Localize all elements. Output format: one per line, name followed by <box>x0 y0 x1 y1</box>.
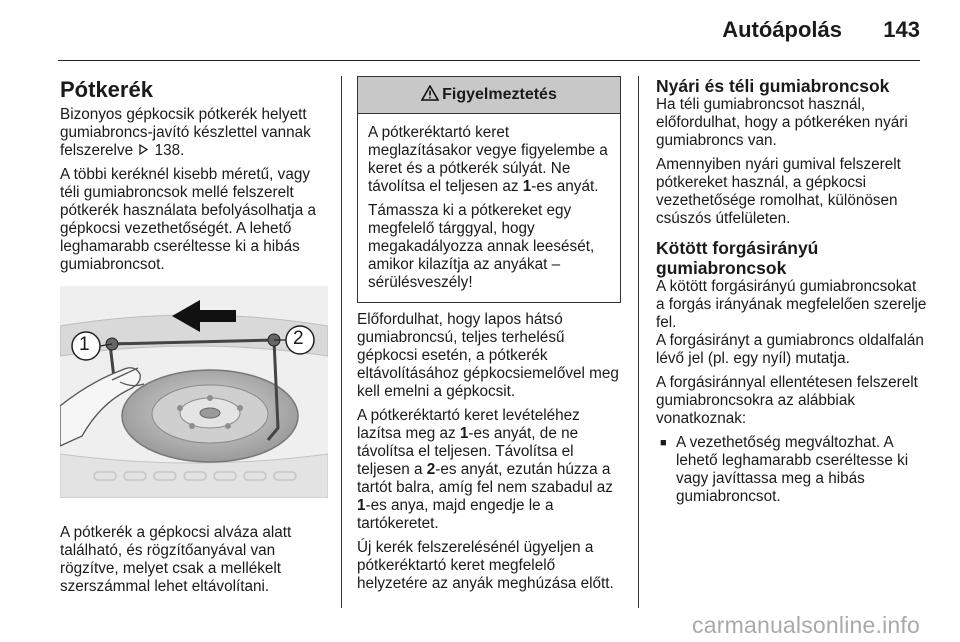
warning-body <box>358 114 620 302</box>
page-header <box>0 0 960 62</box>
paragraph: A többi keréknél kisebb méretű, vagy téli gumiabroncsok mellé felszerelt pótkerék használata befolyásolhatja a gépkocsi vezethetőségét. A lehető leghamarabb cseréltesse ki a hibás gumiabroncsot. <box>60 166 316 273</box>
column-3 <box>656 76 928 506</box>
page-reference-link[interactable]: 138. <box>154 142 185 159</box>
triangle-right-icon <box>139 142 148 160</box>
paragraph-text: Bizonyos gépkocsik pótkerék helyett gumiabroncs-javító készlettel vannak felszerelve <box>60 106 311 159</box>
warning-paragraph: Támassza ki a pótkereket egy megfelelő tárggyal, hogy megakadályozza annak leesését, amikor kilazítja az anyákat – sérülésveszély! <box>368 202 595 291</box>
paragraph: Előfordulhat, hogy lapos hátsó gumiabroncsú, teljes terhelésű gépkocsi esetén, a pótkerék eltávolításához gépkocsiemelővel meg kell emelni a gépkocsit. <box>357 311 619 400</box>
header-title: Autóápolás <box>722 17 842 42</box>
paragraph-text-bold: 1 <box>459 425 469 442</box>
paragraph-text: -es anyát, ezután húzza a tartót balra, amíg fel nem szabadul az <box>357 461 613 496</box>
header-rule <box>58 60 920 61</box>
callout-label-1: 1 <box>79 334 90 355</box>
bullet-text: A vezethetőség megváltozhat. A lehető leghamarabb cseréltesse ki vagy javíttassa meg a hibás gumiabroncsot. <box>676 434 909 505</box>
paragraph: Ha téli gumiabroncsot használ, előfordulhat, hogy a pótkeréken nyári gumiabroncs van. <box>656 96 908 149</box>
sub-heading: Kötött forgásirányú gumiabroncsok <box>656 238 819 278</box>
paragraph: A pótkerék a gépkocsi alváza alatt található, és rögzítőanyával van rögzítve, melyet csak a mellékelt szerszámmal lehet eltávolítani. <box>60 524 292 595</box>
paragraph: A forgásiránnyal ellentétesen felszerelt gumiabroncsokra az alábbiak vonatkoznak: <box>656 374 918 427</box>
section-heading: Pótkerék <box>60 77 153 102</box>
paragraph-text: A pótkeréktartó keret levételéhez lazítsa meg az <box>357 407 580 442</box>
spare-wheel-illustration <box>60 286 328 498</box>
warning-text: -es anyát. <box>531 178 599 195</box>
paragraph: A forgásirányt a gumiabroncs oldalfalán lévő jel (pl. egy nyíl) mutatja. <box>656 332 924 367</box>
paragraph <box>60 106 328 160</box>
callout-label-2: 2 <box>293 328 304 349</box>
paragraph: Új kerék felszerelésénél ügyeljen a pótkeréktartó keret megfelelő helyzetére az anyák meghúzása előtt. <box>357 539 614 592</box>
bullet-item <box>660 434 928 506</box>
paragraph-text-bold: 2 <box>426 461 436 478</box>
page-number: 143 <box>883 17 920 42</box>
column-divider <box>638 76 639 608</box>
watermark: carmanualsonline.info <box>692 612 920 638</box>
paragraph-text: -es anya, majd engedje le a tartókeretet. <box>357 497 554 532</box>
warning-box <box>357 76 621 303</box>
warning-triangle-icon <box>421 85 439 106</box>
paragraph-text-bold: 1 <box>357 497 366 514</box>
paragraph: A kötött forgásirányú gumiabroncsokat a forgás irányának megfelelően szerelje fel. <box>656 278 927 331</box>
paragraph: Amennyiben nyári gumival felszerelt pótkereket használ, a gépkocsi vezethetősége romolhat, különösen csúszós útfelületen. <box>656 156 901 227</box>
warning-title: Figyelmeztetés <box>442 86 557 103</box>
warning-text: A pótkeréktartó keret meglazításakor vegye figyelembe a keret és a pótkerék súlyát. Ne távolítsa el teljesen az <box>368 124 608 195</box>
column-divider <box>341 76 342 608</box>
bullet-square-icon: ■ <box>660 437 667 449</box>
paragraph <box>357 407 621 533</box>
paragraph-text: -es anyát, de ne távolítsa el teljesen. Távolítsa el teljesen a <box>357 425 579 478</box>
sub-heading: Nyári és téli gumiabroncsok <box>656 76 890 96</box>
warning-text-bold: 1 <box>522 178 532 195</box>
warning-paragraph <box>368 124 612 196</box>
column-1 <box>60 76 328 602</box>
column-2 <box>357 76 621 599</box>
warning-header <box>358 77 620 114</box>
